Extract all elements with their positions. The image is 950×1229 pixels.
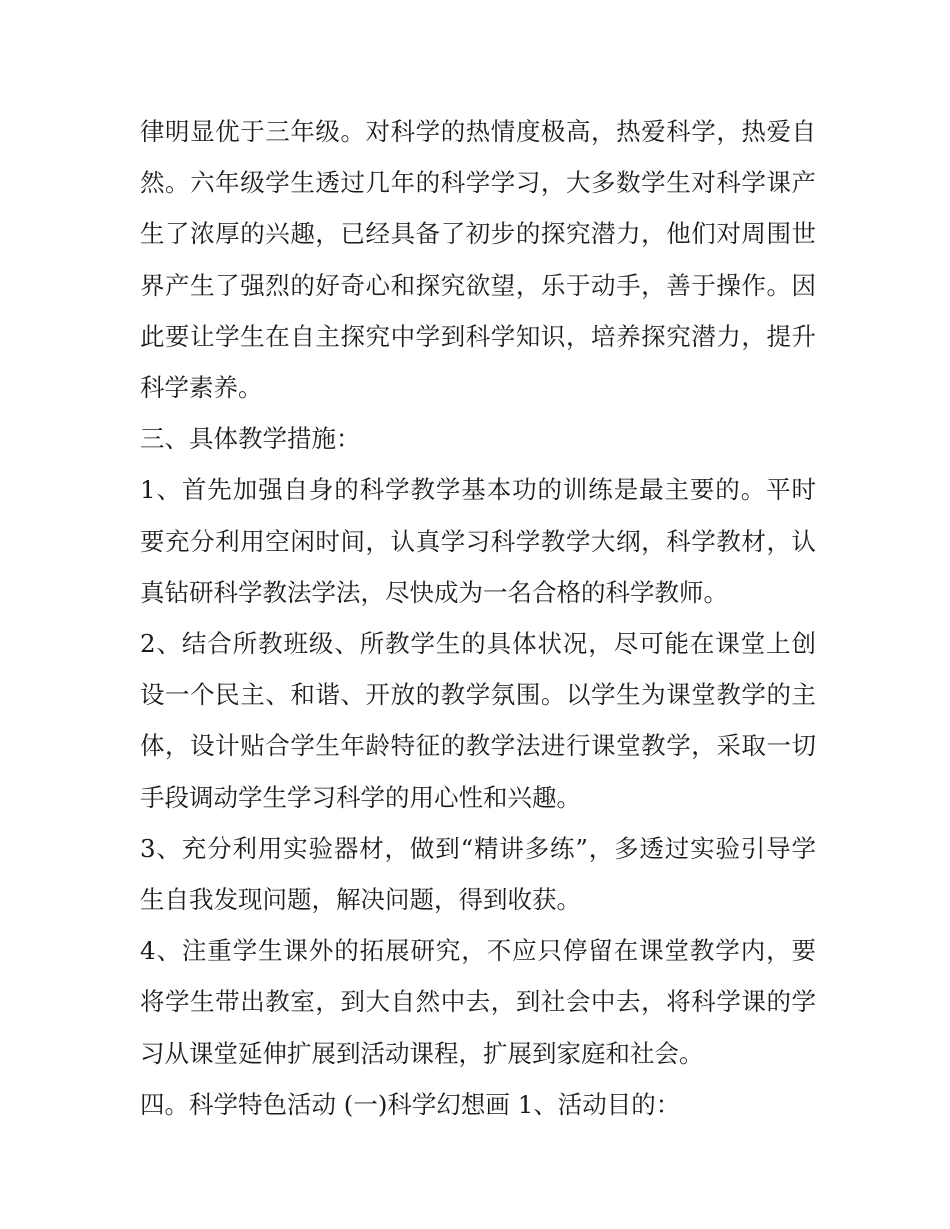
paragraph-measure-3: 3、充分利用实验器材，做到“精讲多练”，多透过实验引导学生自我发现问题，解决问题，得到收获。: [140, 833, 816, 915]
section-heading-teaching-measures: 三、具体教学措施：: [140, 424, 361, 454]
paragraph-student-analysis: 律明显优于三年级。对科学的热情度极高，热爱科学，热爱自然。六年级学生透过几年的科学学习，大多数学生对科学课产生了浓厚的兴趣，已经具备了初步的探究潜力，他们对周围世界产生了强烈的好奇心和探究欲望，乐于动手，善于操作。因此要让学生在自主探究中学到科学知识，培养探究潜力，提升科学素养。: [140, 117, 816, 403]
document-body: [140, 106, 816, 1130]
paragraph-measure-2: 2、结合所教班级、所教学生的具体状况，尽可能在课堂上创设一个民主、和谐、开放的教学氛围。以学生为课堂教学的主体，设计贴合学生年龄特征的教学法进行课堂教学，采取一切手段调动学生学习科学的用心性和兴趣。: [140, 629, 816, 812]
paragraph-measure-1: 1、首先加强自身的科学教学基本功的训练是最主要的。平时要充分利用空闲时间，认真学习科学教学大纲，科学教材，认真钻研科学教法学法，尽快成为一名合格的科学教师。: [140, 475, 816, 607]
section-heading-special-activities: 四。科学特色活动 (一)科学幻想画 1、活动目的：: [140, 1089, 681, 1119]
paragraph-measure-4: 4、注重学生课外的拓展研究，不应只停留在课堂教学内，要将学生带出教室，到大自然中去，到社会中去，将科学课的学习从课堂延伸扩展到活动课程，扩展到家庭和社会。: [140, 936, 816, 1068]
